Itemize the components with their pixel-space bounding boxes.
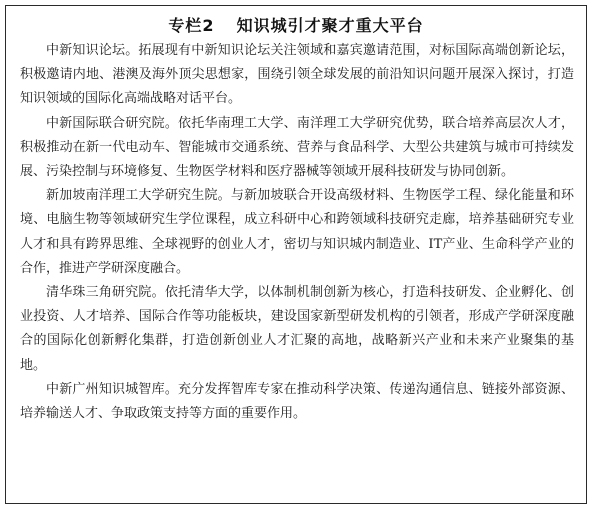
box-label: 专栏2: [168, 16, 215, 35]
sidebar-box: [5, 5, 587, 504]
paragraph-tsinghua-institute: 清华珠三角研究院。依托清华大学，以体制机制创新为核心，打造科技研发、企业孵化、创业投资、人才培养、国际合作等功能板块，建设国家新型研发机构的引领者，形成产学研深度融合的国际化创新孵化集群，打造创新创业人才汇聚的高地，战略新兴产业和未来产业聚集的基地。: [20, 285, 574, 373]
box-content: [6, 39, 586, 426]
paragraph-joint-institute: 中新国际联合研究院。依托华南理工大学、南洋理工大学研究优势，联合培养高层次人才，积极推动在新一代电动车、智能城市交通系统、营养与食品科学、大型公共建筑与城市可持续发展、污染控制与环境修复、生物医学材料和医疗器械等领域开展科技研发与协同创新。: [20, 115, 574, 180]
box-heading: 知识城引才聚才重大平台: [236, 16, 424, 35]
paragraph-forum: 中新知识论坛。拓展现有中新知识论坛关注领域和嘉宾邀请范围，对标国际高端创新论坛，积极邀请内地、港澳及海外顶尖思想家，围绕引领全球发展的前沿知识问题开展深入探讨，打造知识领域的国际化高端战略对话平台。: [20, 43, 574, 107]
box-title: [6, 16, 586, 36]
paragraph-think-tank: 中新广州知识城智库。充分发挥智库专家在推动科学决策、传递沟通信息、链接外部资源、培养输送人才、争取政策支持等方面的重要作用。: [20, 381, 574, 422]
paragraph-ntu-graduate-school: 新加坡南洋理工大学研究生院。与新加坡联合开设高级材料、生物医学工程、绿化能量和环境、电脑生物等领域研究生学位课程，成立科研中心和跨领域科技研究走廊，培养基础研究专业人才和具有跨界思维、全球视野的创业人才，密切与知识城内制造业、IT产业、生命科学产业的合作，推进产学研深度融合。: [20, 188, 574, 276]
